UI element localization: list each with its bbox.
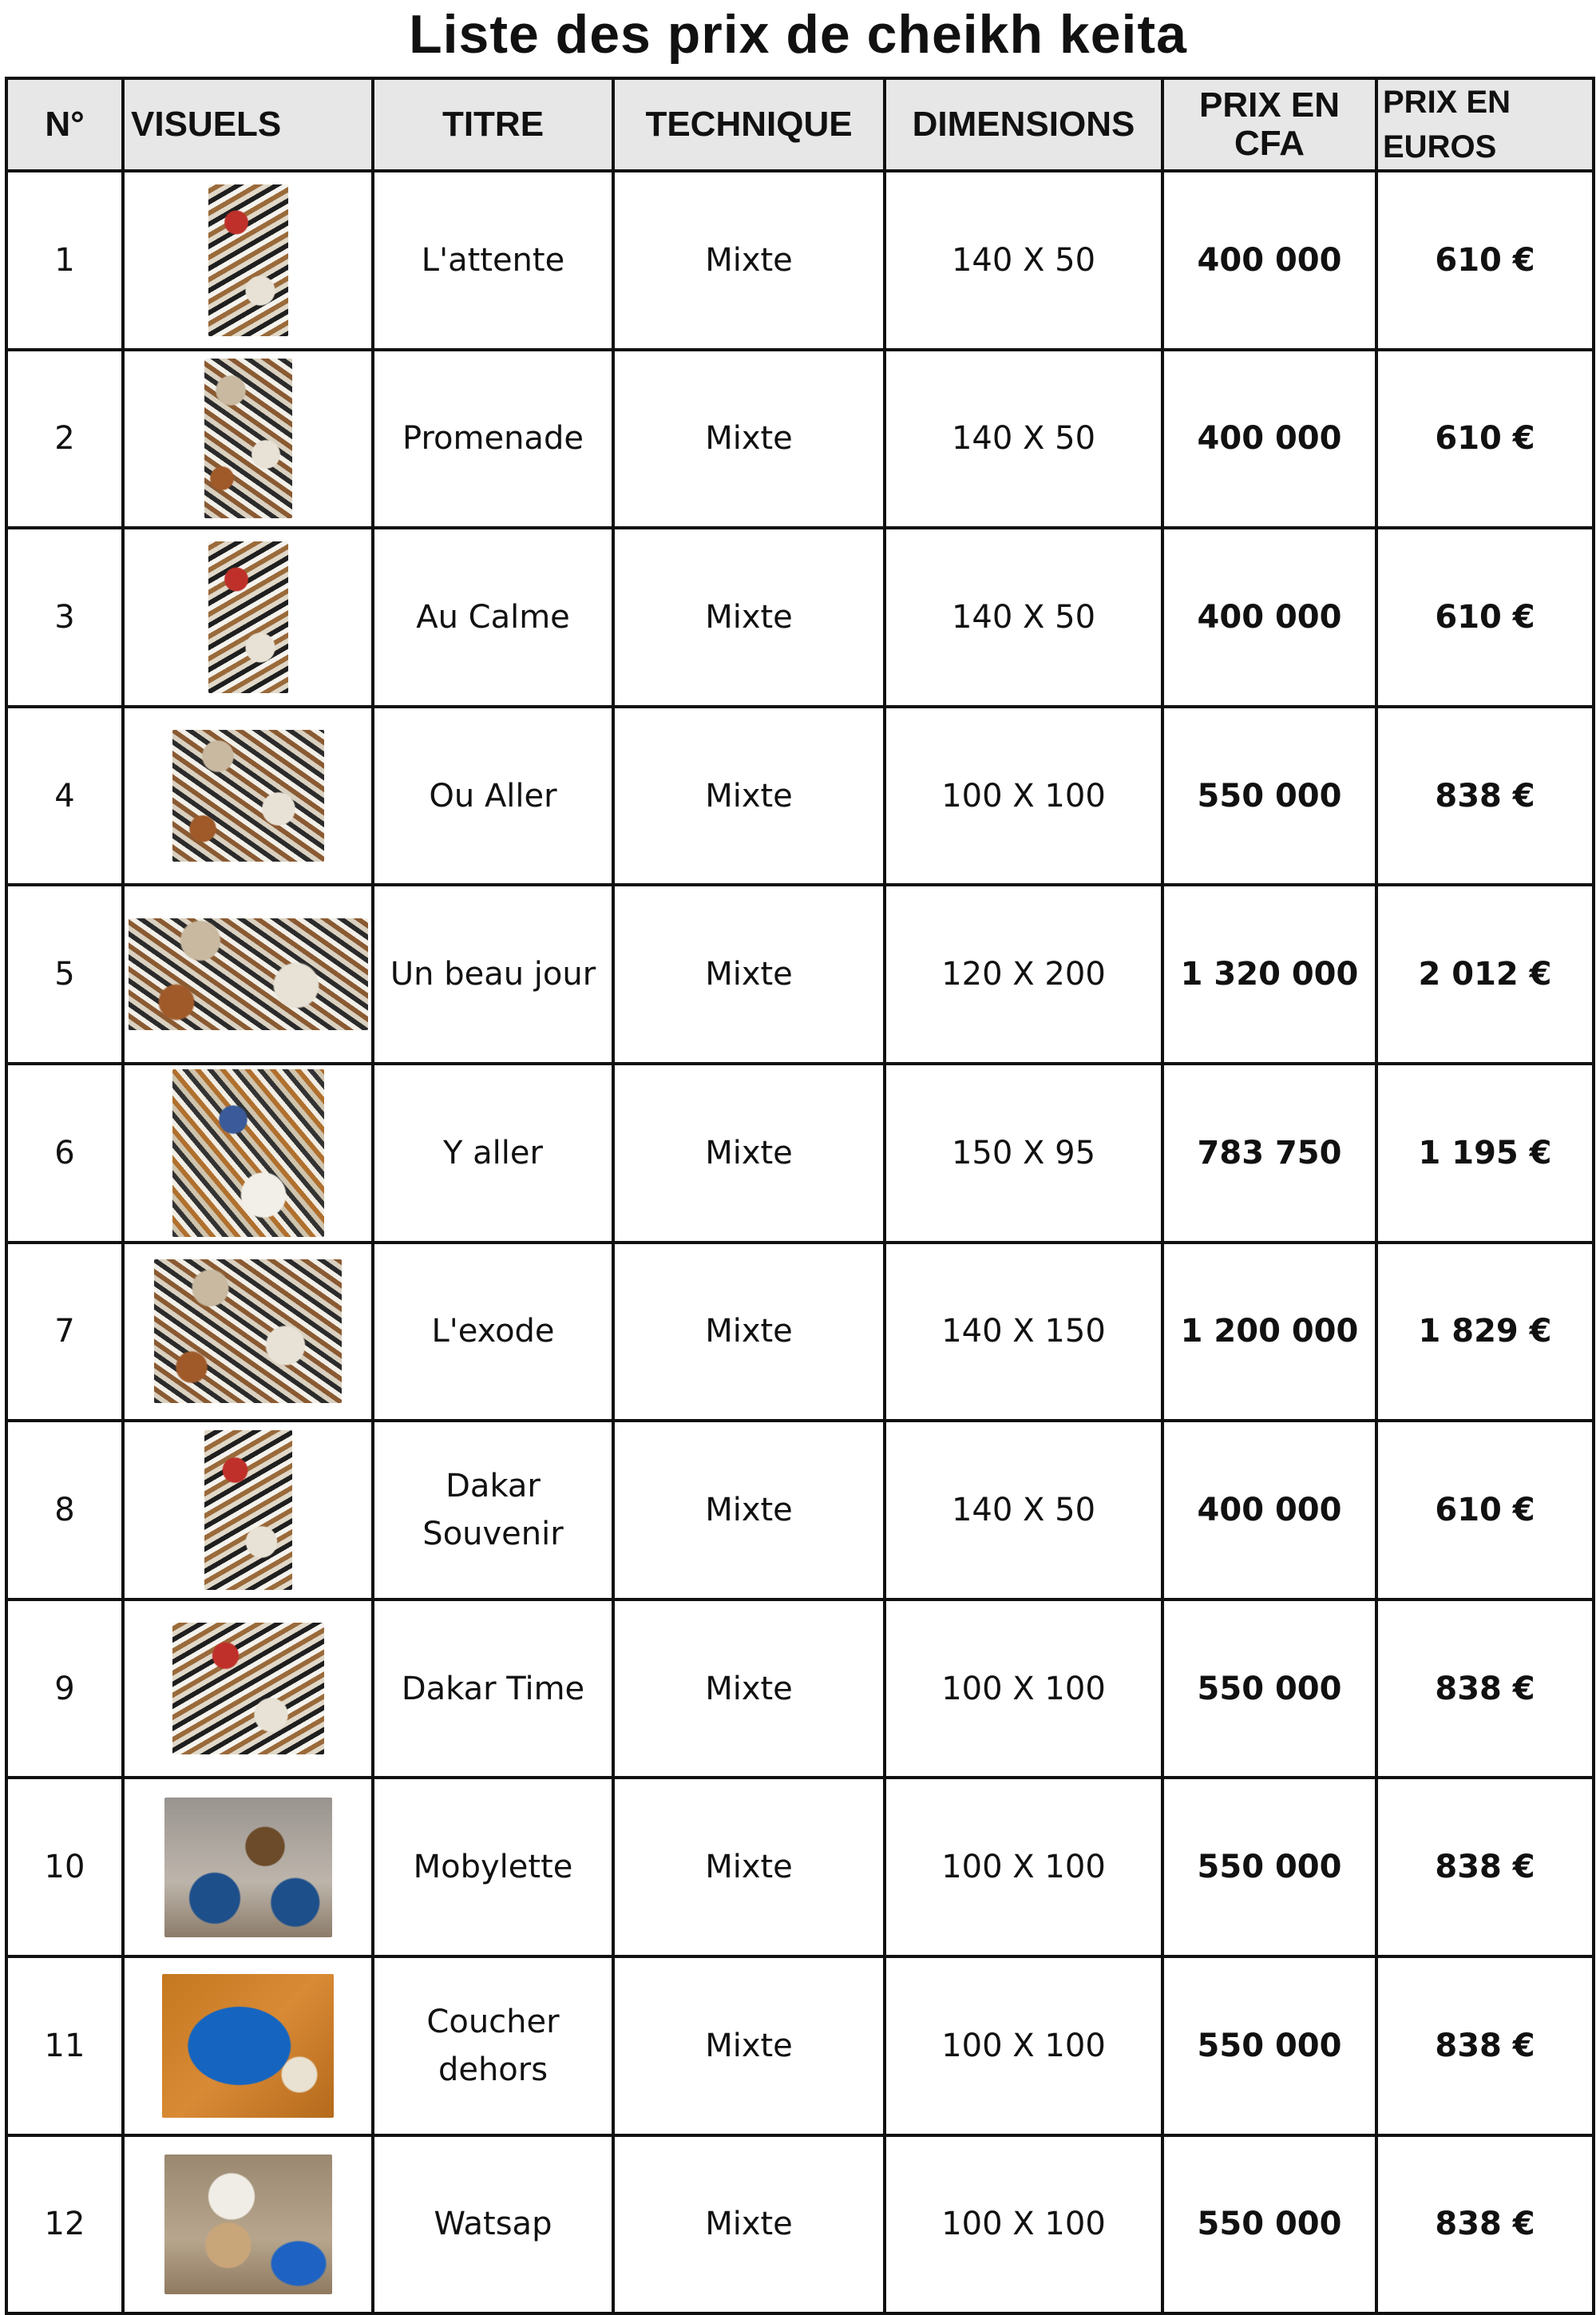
row-titre: Watsap bbox=[373, 2135, 613, 2314]
row-titre-line1: Coucher bbox=[426, 2003, 560, 2040]
row-dimensions: 100 X 100 bbox=[885, 707, 1162, 886]
visual-cell bbox=[123, 1599, 373, 1778]
row-dimensions: 100 X 100 bbox=[885, 1956, 1162, 2135]
row-titre: L'attente bbox=[373, 171, 613, 350]
table-row bbox=[6, 885, 1594, 1064]
row-prix-eur: 1 829 € bbox=[1376, 1243, 1594, 1421]
row-titre: Promenade bbox=[373, 350, 613, 529]
table-row bbox=[6, 1956, 1594, 2135]
row-num: 3 bbox=[6, 528, 123, 707]
row-titre-line2: dehors bbox=[438, 2051, 549, 2088]
table-row bbox=[6, 1778, 1594, 1956]
visual-cell bbox=[123, 2135, 373, 2314]
row-prix-eur: 2 012 € bbox=[1376, 885, 1594, 1064]
row-prix-eur: 838 € bbox=[1376, 2135, 1594, 2314]
row-technique: Mixte bbox=[613, 1064, 885, 1243]
row-technique: Mixte bbox=[613, 707, 885, 886]
artwork-thumbnail bbox=[172, 1069, 324, 1237]
row-prix-eur: 838 € bbox=[1376, 1778, 1594, 1956]
table-header-row bbox=[6, 78, 1594, 171]
row-prix-cfa: 783 750 bbox=[1162, 1064, 1376, 1243]
row-titre: L'exode bbox=[373, 1243, 613, 1421]
visual-cell bbox=[123, 350, 373, 529]
header-prix-eur-line2: EUROS bbox=[1383, 129, 1497, 165]
table-row bbox=[6, 2135, 1594, 2314]
row-technique: Mixte bbox=[613, 885, 885, 1064]
row-prix-eur: 610 € bbox=[1376, 528, 1594, 707]
artwork-thumbnail bbox=[208, 541, 288, 693]
row-titre: Y aller bbox=[373, 1064, 613, 1243]
row-prix-cfa: 400 000 bbox=[1162, 1421, 1376, 1599]
row-prix-cfa: 1 320 000 bbox=[1162, 885, 1376, 1064]
header-dimensions: DIMENSIONS bbox=[885, 78, 1162, 171]
row-titre: Un beau jour bbox=[373, 885, 613, 1064]
row-num: 8 bbox=[6, 1421, 123, 1599]
row-titre: Dakar Time bbox=[373, 1599, 613, 1778]
row-dimensions: 140 X 50 bbox=[885, 350, 1162, 529]
row-titre bbox=[373, 1956, 613, 2135]
row-technique: Mixte bbox=[613, 1243, 885, 1421]
header-prix-cfa bbox=[1162, 78, 1376, 171]
row-dimensions: 120 X 200 bbox=[885, 885, 1162, 1064]
page-title: Liste des prix de cheikh keita bbox=[409, 4, 1187, 65]
row-titre: Dakar Souvenir bbox=[373, 1421, 613, 1599]
row-dimensions: 100 X 100 bbox=[885, 2135, 1162, 2314]
row-prix-cfa: 550 000 bbox=[1162, 707, 1376, 886]
row-titre: Au Calme bbox=[373, 528, 613, 707]
row-prix-eur: 838 € bbox=[1376, 1956, 1594, 2135]
visual-cell bbox=[123, 1421, 373, 1599]
header-titre: TITRE bbox=[373, 78, 613, 171]
table-row bbox=[6, 171, 1594, 350]
table-row bbox=[6, 1599, 1594, 1778]
artwork-thumbnail bbox=[154, 1259, 342, 1403]
row-dimensions: 100 X 100 bbox=[885, 1778, 1162, 1956]
row-prix-cfa: 1 200 000 bbox=[1162, 1243, 1376, 1421]
row-technique: Mixte bbox=[613, 528, 885, 707]
header-prix-cfa-line1: PRIX EN bbox=[1198, 85, 1341, 125]
row-technique: Mixte bbox=[613, 171, 885, 350]
row-technique: Mixte bbox=[613, 350, 885, 529]
table-row bbox=[6, 350, 1594, 529]
visual-cell bbox=[123, 1064, 373, 1243]
table-row bbox=[6, 1421, 1594, 1599]
row-dimensions: 140 X 150 bbox=[885, 1243, 1162, 1421]
row-prix-cfa: 550 000 bbox=[1162, 1956, 1376, 2135]
artwork-thumbnail bbox=[164, 1798, 332, 1937]
row-prix-cfa: 400 000 bbox=[1162, 171, 1376, 350]
row-prix-cfa: 400 000 bbox=[1162, 350, 1376, 529]
artwork-thumbnail bbox=[204, 359, 292, 518]
row-prix-cfa: 550 000 bbox=[1162, 2135, 1376, 2314]
row-prix-eur: 838 € bbox=[1376, 1599, 1594, 1778]
header-num: N° bbox=[6, 78, 123, 171]
visual-cell bbox=[123, 707, 373, 886]
visual-cell bbox=[123, 1778, 373, 1956]
header-technique: TECHNIQUE bbox=[613, 78, 885, 171]
row-titre: Ou Aller bbox=[373, 707, 613, 886]
row-technique: Mixte bbox=[613, 1599, 885, 1778]
row-technique: Mixte bbox=[613, 1956, 885, 2135]
table-row bbox=[6, 528, 1594, 707]
artwork-thumbnail bbox=[129, 918, 368, 1030]
row-prix-cfa: 400 000 bbox=[1162, 528, 1376, 707]
artwork-thumbnail bbox=[162, 1974, 334, 2118]
row-dimensions: 140 X 50 bbox=[885, 171, 1162, 350]
row-num: 11 bbox=[6, 1956, 123, 2135]
header-prix-eur bbox=[1376, 78, 1594, 171]
row-technique: Mixte bbox=[613, 1778, 885, 1956]
header-visuels: VISUELS bbox=[123, 78, 373, 171]
table-row bbox=[6, 1243, 1594, 1421]
artwork-thumbnail bbox=[172, 730, 324, 862]
artwork-thumbnail bbox=[164, 2154, 332, 2294]
row-num: 12 bbox=[6, 2135, 123, 2314]
row-num: 2 bbox=[6, 350, 123, 529]
header-prix-cfa-line2: CFA bbox=[1234, 124, 1305, 163]
visual-cell bbox=[123, 885, 373, 1064]
visual-cell bbox=[123, 1243, 373, 1421]
artwork-thumbnail bbox=[204, 1430, 292, 1590]
row-num: 1 bbox=[6, 171, 123, 350]
row-prix-cfa: 550 000 bbox=[1162, 1778, 1376, 1956]
row-prix-eur: 610 € bbox=[1376, 350, 1594, 529]
visual-cell bbox=[123, 1956, 373, 2135]
row-prix-eur: 610 € bbox=[1376, 171, 1594, 350]
price-table bbox=[5, 77, 1595, 2315]
artwork-thumbnail bbox=[208, 184, 288, 336]
table-row bbox=[6, 1064, 1594, 1243]
row-num: 10 bbox=[6, 1778, 123, 1956]
row-technique: Mixte bbox=[613, 2135, 885, 2314]
row-num: 5 bbox=[6, 885, 123, 1064]
row-prix-eur: 838 € bbox=[1376, 707, 1594, 886]
row-dimensions: 100 X 100 bbox=[885, 1599, 1162, 1778]
row-dimensions: 150 X 95 bbox=[885, 1064, 1162, 1243]
row-prix-cfa: 550 000 bbox=[1162, 1599, 1376, 1778]
artwork-thumbnail bbox=[172, 1623, 324, 1754]
row-technique: Mixte bbox=[613, 1421, 885, 1599]
visual-cell bbox=[123, 528, 373, 707]
row-num: 7 bbox=[6, 1243, 123, 1421]
row-dimensions: 140 X 50 bbox=[885, 1421, 1162, 1599]
row-num: 9 bbox=[6, 1599, 123, 1778]
row-prix-eur: 610 € bbox=[1376, 1421, 1594, 1599]
row-prix-eur: 1 195 € bbox=[1376, 1064, 1594, 1243]
table-row bbox=[6, 707, 1594, 886]
row-dimensions: 140 X 50 bbox=[885, 528, 1162, 707]
row-titre: Mobylette bbox=[373, 1778, 613, 1956]
visual-cell bbox=[123, 171, 373, 350]
row-num: 6 bbox=[6, 1064, 123, 1243]
row-num: 4 bbox=[6, 707, 123, 886]
header-prix-eur-line1: PRIX EN bbox=[1383, 85, 1511, 120]
